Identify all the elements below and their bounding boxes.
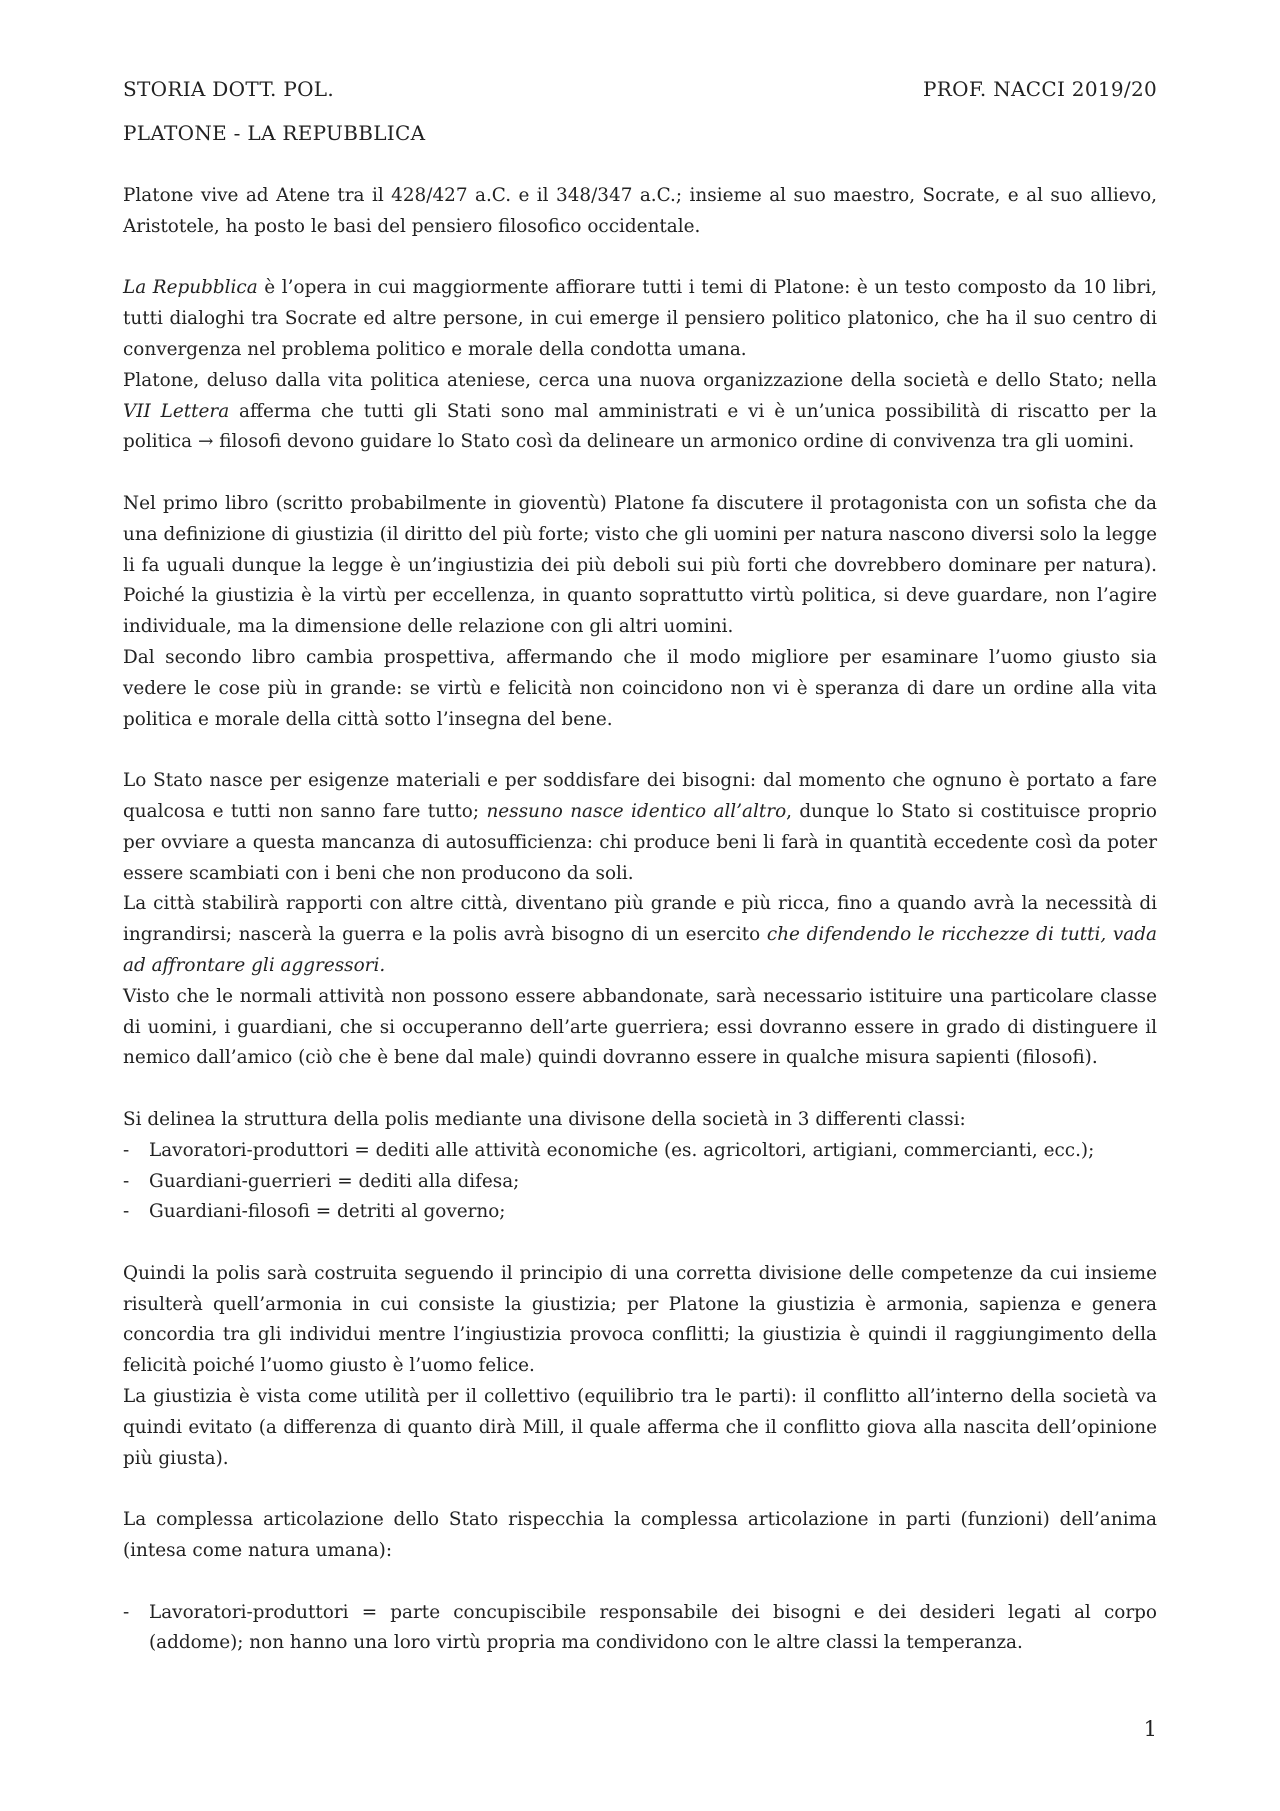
list-item-text: Guardiani-guerrieri = dediti alla difesa; <box>149 1170 520 1192</box>
paragraph-text: Lo Stato nasce per esigenze materiali e per soddisfare dei bisogni: dal momento che ognuno è portato a fare qualcosa e tutti non sanno fare tutto; <box>123 770 1157 822</box>
paragraph-text: afferma che tutti gli Stati sono mal amministrati e vi è un’unica possibilità di riscatto per la politica → filosofi devono guidare lo Stato così da delineare un armonico ordine di convivenza tra gli uomini. <box>123 400 1157 453</box>
list-item <box>123 1598 1157 1660</box>
paragraph-repubblica <box>123 273 1157 365</box>
paragraph-lettera <box>123 366 1157 458</box>
paragraph-intro: Platone vive ad Atene tra il 428/427 a.C. e il 348/347 a.C.; insieme al suo maestro, Socrate, e al suo allievo, Aristotele, ha posto le basi del pensiero filosofico occidentale. <box>123 185 1157 237</box>
paragraph-classi: Si delinea la struttura della polis mediante una divisone della società in 3 differenti classi: <box>123 1108 966 1130</box>
document-title: PLATONE - LA REPUBBLICA <box>123 121 426 145</box>
book-title: La Repubblica <box>123 277 258 299</box>
list-dash: - <box>123 1139 130 1161</box>
list-item-text: Lavoratori-produttori = dediti alle attività economiche (es. agricoltori, artigiani, commercianti, ecc.); <box>149 1139 1095 1161</box>
italic-quote: che difendendo le ricchezze di tutti, vada ad affrontare gli aggressori. <box>123 924 1158 976</box>
paragraph-text: Platone, deluso dalla vita politica ateniese, cerca una nuova organizzazione della società e dello Stato; nella <box>123 369 1157 391</box>
list-dash: - <box>123 1601 130 1623</box>
professor-year: PROF. NACCI 2019/20 <box>923 77 1157 101</box>
page-number: 1 <box>1143 1717 1157 1741</box>
classes-list <box>123 1136 1157 1228</box>
paragraph-text: La città stabilirà rapporti con altre città, diventano più grande e più ricca, fino a quando avrà la necessità di ingrandirsi; nascerà la guerra e la polis avrà bisogno di un esercito <box>123 893 1157 946</box>
course-title: STORIA DOTT. POL. <box>123 77 335 101</box>
paragraph-guardiani: Visto che le normali attività non possono essere abbandonate, sarà necessario istituire una particolare classe di uomini, i guardiani, che si occuperanno dell’arte guerriera; essi dovranno essere in grado di distinguere il nemico dall’amico (ciò che è bene dal male) quindi dovranno essere in qualche misura sapienti (filosofi). <box>123 985 1157 1069</box>
paragraph-collettivo: La giustizia è vista come utilità per il collettivo (equilibrio tra le parti): il conflitto all’interno della società va quindi evitato (a differenza di quanto dirà Mill, il quale afferma che il conflitto giova alla nascita dell’opinione più giusta). <box>123 1386 1157 1469</box>
page-header <box>123 77 1157 101</box>
paragraph-citta <box>123 889 1157 981</box>
paragraph-text: è l’opera in cui maggiormente affiorare tutti i temi di Platone: è un testo composto da 10 libri, tutti dialoghi tra Socrate ed altre persone, in cui emerge il pensiero politico platonico, che ha il suo centro di convergenza nel problema politico e morale della condotta umana. <box>123 277 1157 360</box>
list-item <box>123 1197 1157 1228</box>
list-dash: - <box>123 1170 130 1192</box>
paragraph-primo-libro: Nel primo libro (scritto probabilmente in gioventù) Platone fa discutere il protagonista con un sofista che da una definizione di giustizia (il diritto del più forte; visto che gli uomini per natura nascono diversi solo la legge li fa uguali dunque la legge è un’ingiustizia dei più deboli sui più forti che dovrebbero dominare per natura). Poiché la giustizia è la virtù per eccellenza, in quanto soprattutto virtù politica, si deve guardare, non l’agire individuale, ma la dimensione delle relazione con gli altri uomini. <box>123 492 1157 638</box>
list-item <box>123 1167 1157 1198</box>
letter-title: VII Lettera <box>123 400 230 422</box>
paragraph-text: , dunque lo Stato si costituisce proprio per ovviare a questa mancanza di autosufficienza: chi produce beni li farà in quantità eccedente così da poter essere scambiati con i beni che non producono da soli. <box>123 800 1157 884</box>
list-dash: - <box>123 1201 130 1223</box>
paragraph-armonia: Quindi la polis sarà costruita seguendo il principio di una corretta divisione delle competenze da cui insieme risulterà quell’armonia in cui consiste la giustizia; per Platone la giustizia è armonia, sapienza e genera concordia tra gli individui mentre l’ingiustizia provoca conflitti; la giustizia è quindi il raggiungimento della felicità poiché l’uomo giusto è l’uomo felice. <box>123 1262 1157 1377</box>
soul-list <box>123 1598 1157 1660</box>
list-item <box>123 1136 1157 1167</box>
paragraph-secondo-libro: Dal secondo libro cambia prospettiva, affermando che il modo migliore per esaminare l’uomo giusto sia vedere le cose più in grande: se virtù e felicità non coincidono non vi è speranza di dare un ordine alla vita politica e morale della città sotto l’insegna del bene. <box>123 646 1157 730</box>
paragraph-stato <box>123 766 1157 889</box>
list-item-text: Guardiani-filosofi = detriti al governo; <box>149 1201 506 1223</box>
italic-quote: nessuno nasce identico all’altro <box>486 800 787 822</box>
paragraph-anima: La complessa articolazione dello Stato rispecchia la complessa articolazione in parti (funzioni) dell’anima (intesa come natura umana): <box>123 1509 1157 1562</box>
document-body <box>123 181 1157 1659</box>
list-item-text: Lavoratori-produttori = parte concupiscibile responsabile dei bisogni e dei desideri legati al corpo (addome); non hanno una loro virtù propria ma condividono con le altre classi la temperanza. <box>149 1601 1157 1654</box>
